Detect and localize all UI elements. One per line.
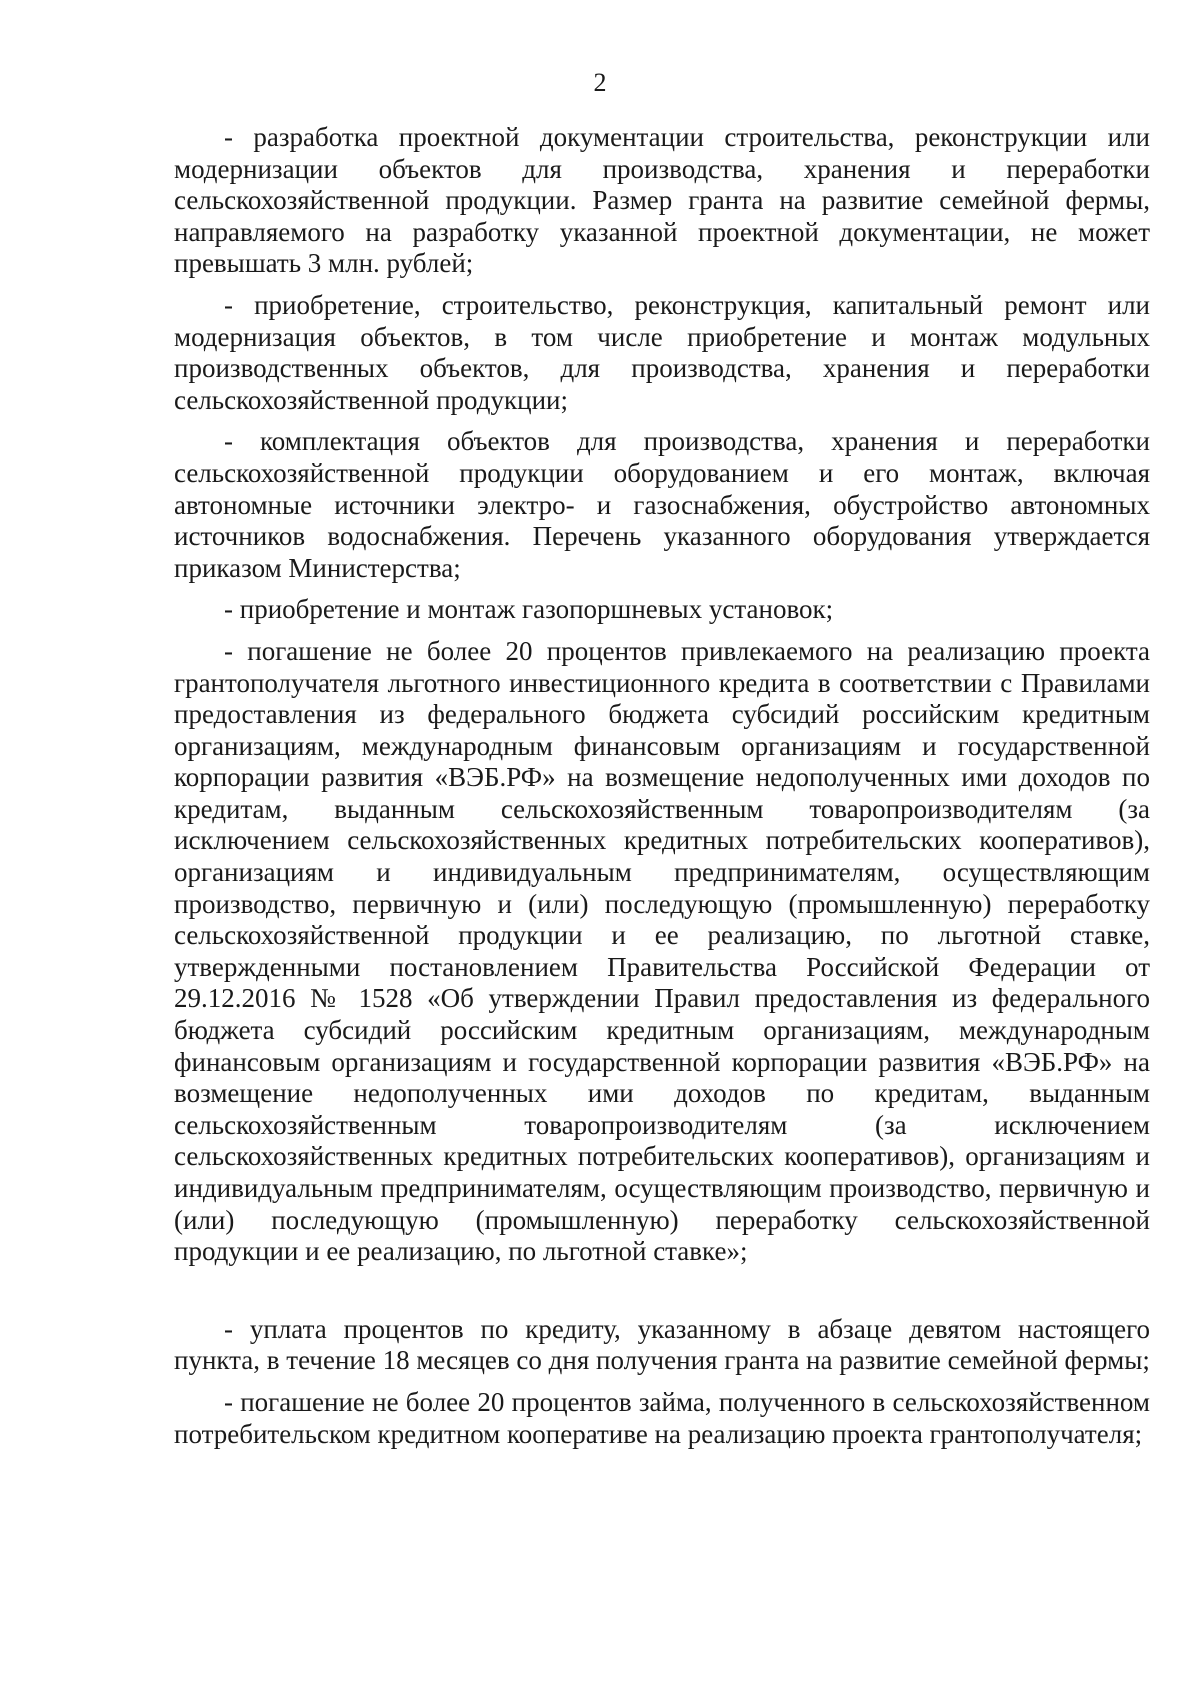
page-number: 2 (593, 68, 607, 97)
paragraph-loan-repayment: - погашение не более 20 процентов займа, полученного в сельскохозяйственном потребительском кредитном кооперативе на реализацию проекта грантополучателя; (174, 1386, 1150, 1449)
document-body (174, 122, 1150, 1460)
paragraph-equipment: - комплектация объектов для производства, хранения и переработки сельскохозяйственной продукции оборудованием и его монтаж, включая автономные источники электро- и газоснабжения, обустройство автономных источников водоснабжения. Перечень указанного оборудования утверждается приказом Министерства; (174, 426, 1150, 583)
paragraph-construction-objects: - приобретение, строительство, реконструкция, капитальный ремонт или модернизация объектов, в том числе приобретение и монтаж модульных производственных объектов, для производства, хранения и переработки сельскохозяйственной продукции; (174, 289, 1150, 415)
paragraph-gas-piston-units: - приобретение и монтаж газопоршневых установок; (224, 594, 834, 625)
paragraph-interest-payment: - уплата процентов по кредиту, указанному в абзаце девятом настоящего пункта, в течение 18 месяцев со дня получения гранта на развитие семейной фермы; (174, 1313, 1150, 1376)
paragraph-credit-repayment: - погашение не более 20 процентов привлекаемого на реализацию проекта грантополучателя льготного инвестиционного кредита в соответствии с Правилами предоставления из федерального бюджета субсидий российским кредитным организациям, международным финансовым организациям и государственной корпорации развития «ВЭБ.РФ» на возмещение недополученных ими доходов по кредитам, выданным сельскохозяйственным товаропроизводителям (за исключением сельскохозяйственных кредитных потребительских кооперативов), организациям и индивидуальным предпринимателям, осуществляющим производство, первичную и (или) последующую (промышленную) переработку сельскохозяйственной продукции и ее реализацию, по льготной ставке, утвержденными постановлением Правительства Российской Федерации от 29.12.2016 № 1528 «Об утверждении Правил предоставления из федерального бюджета субсидий российским кредитным организациям, международным финансовым организациям и государственной корпорации развития «ВЭБ.РФ» на возмещение недополученных ими доходов по кредитам, выданным сельскохозяйственным товаропроизводителям (за исключением сельскохозяйственных кредитных потребительских кооперативов), организациям и индивидуальным предпринимателям, осуществляющим производство, первичную и (или) последующую (промышленную) переработку сельскохозяйственной продукции и ее реализацию, по льготной ставке»; (174, 635, 1150, 1267)
paragraph-project-documentation: - разработка проектной документации строительства, реконструкции или модернизации объектов для производства, хранения и переработки сельскохозяйственной продукции. Размер гранта на развитие семейной фермы, направляемого на разработку указанной проектной документации, не может превышать 3 млн. рублей; (174, 122, 1150, 279)
